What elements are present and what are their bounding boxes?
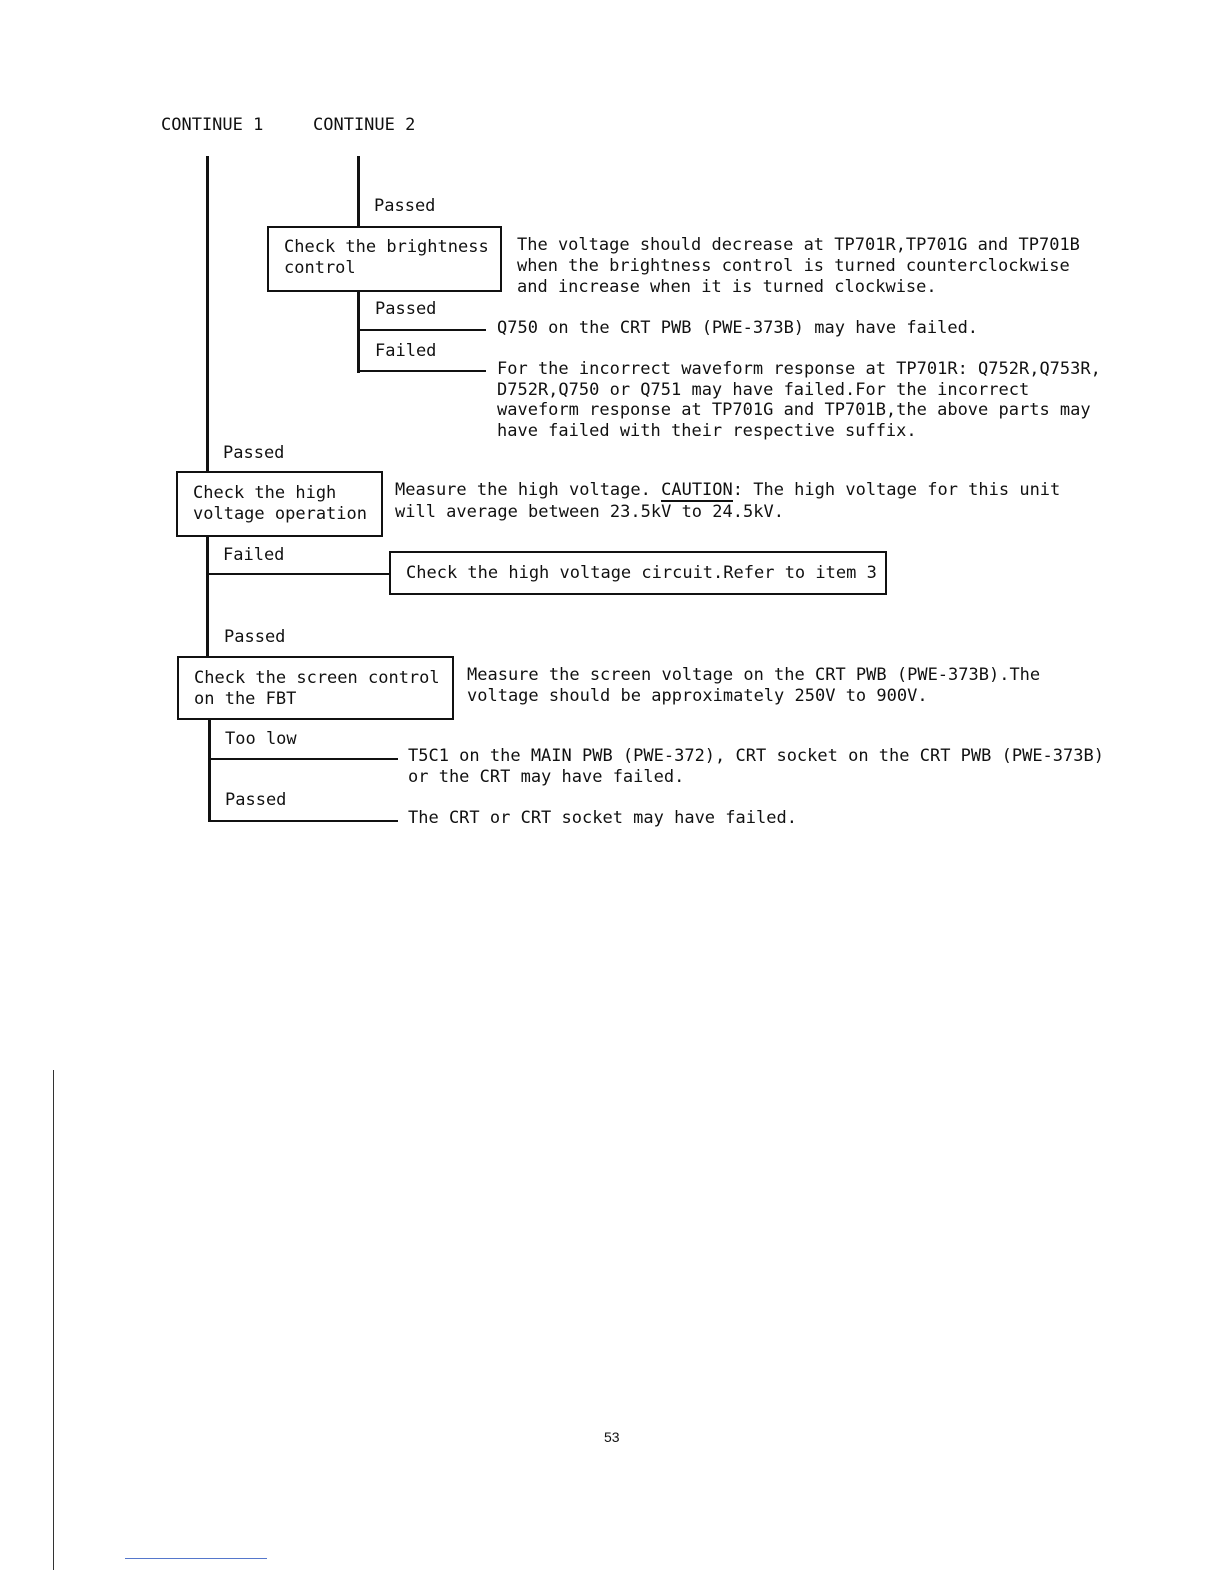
check-high-voltage-circuit-box <box>389 551 887 595</box>
check-brightness-line-2: control <box>284 258 356 278</box>
brightness-failed-result-line-4: have failed with their respective suffix. <box>497 421 917 441</box>
flow-line-screen <box>208 719 211 822</box>
high-voltage-note-line-1 <box>395 480 1060 501</box>
left-margin-line <box>53 1070 54 1570</box>
continue-1-label: CONTINUE 1 <box>161 115 264 135</box>
check-screen-control-line-2: on the FBT <box>194 689 297 709</box>
check-high-voltage-circuit-text: Check the high voltage circuit.Refer to item 3 <box>406 563 877 583</box>
screen-note-line-2: voltage should be approximately 250V to 900V. <box>467 686 928 706</box>
brightness-failed-result-line-1: For the incorrect waveform response at TP701R: Q752R,Q753R, <box>497 359 1101 379</box>
screen-too-low-connector <box>209 758 398 760</box>
high-voltage-note-prefix: Measure the high voltage. <box>395 480 662 500</box>
check-screen-control-box <box>177 656 454 720</box>
flow-line-continue-2 <box>357 156 360 228</box>
high-voltage-passed-in-label: Passed <box>223 443 285 463</box>
footer-link-line <box>125 1558 267 1559</box>
brightness-failed-result-line-2: D752R,Q750 or Q751 may have failed.For the incorrect <box>497 380 1030 400</box>
brightness-note-line-1: The voltage should decrease at TP701R,TP701G and TP701B <box>517 235 1080 255</box>
brightness-failed-label: Failed <box>375 341 437 361</box>
high-voltage-note-line-2: will average between 23.5kV to 24.5kV. <box>395 502 784 522</box>
screen-passed-label: Passed <box>225 790 287 810</box>
screen-too-low-label: Too low <box>225 729 297 749</box>
brightness-passed-in-label: Passed <box>374 196 436 216</box>
check-screen-control-line-1: Check the screen control <box>194 668 440 688</box>
check-brightness-line-1: Check the brightness <box>284 237 489 257</box>
brightness-note-line-3: and increase when it is turned clockwise. <box>517 277 937 297</box>
check-high-voltage-line-1: Check the high <box>193 483 337 503</box>
screen-passed-result: The CRT or CRT socket may have failed. <box>408 808 797 828</box>
screen-too-low-result-line-2: or the CRT may have failed. <box>408 767 685 787</box>
screen-passed-in-label: Passed <box>224 627 286 647</box>
flow-line-continue-1 <box>206 156 209 472</box>
continue-2-label: CONTINUE 2 <box>313 115 416 135</box>
brightness-failed-result-line-3: waveform response at TP701G and TP701B,the above parts may <box>497 400 1091 420</box>
check-high-voltage-box <box>176 471 383 537</box>
page-number: 53 <box>604 1429 620 1445</box>
screen-passed-connector <box>209 820 398 822</box>
brightness-branch-line <box>357 291 360 373</box>
screen-too-low-result-line-1: T5C1 on the MAIN PWB (PWE-372), CRT socket on the CRT PWB (PWE-373B) <box>408 746 1104 766</box>
brightness-passed-connector <box>358 329 486 331</box>
caution-label: CAUTION <box>661 480 733 500</box>
check-high-voltage-line-2: voltage operation <box>193 504 367 524</box>
brightness-note-line-2: when the brightness control is turned counterclockwise <box>517 256 1070 276</box>
high-voltage-failed-connector <box>207 573 391 575</box>
brightness-passed-result: Q750 on the CRT PWB (PWE-373B) may have failed. <box>497 318 979 338</box>
brightness-passed-label: Passed <box>375 299 437 319</box>
brightness-failed-connector <box>358 370 486 372</box>
screen-note-line-1: Measure the screen voltage on the CRT PWB (PWE-373B).The <box>467 665 1041 685</box>
high-voltage-note-rest: : The high voltage for this unit <box>732 480 1061 500</box>
flow-line-high-voltage <box>206 536 209 656</box>
check-brightness-box <box>267 226 502 292</box>
high-voltage-failed-label: Failed <box>223 545 285 565</box>
